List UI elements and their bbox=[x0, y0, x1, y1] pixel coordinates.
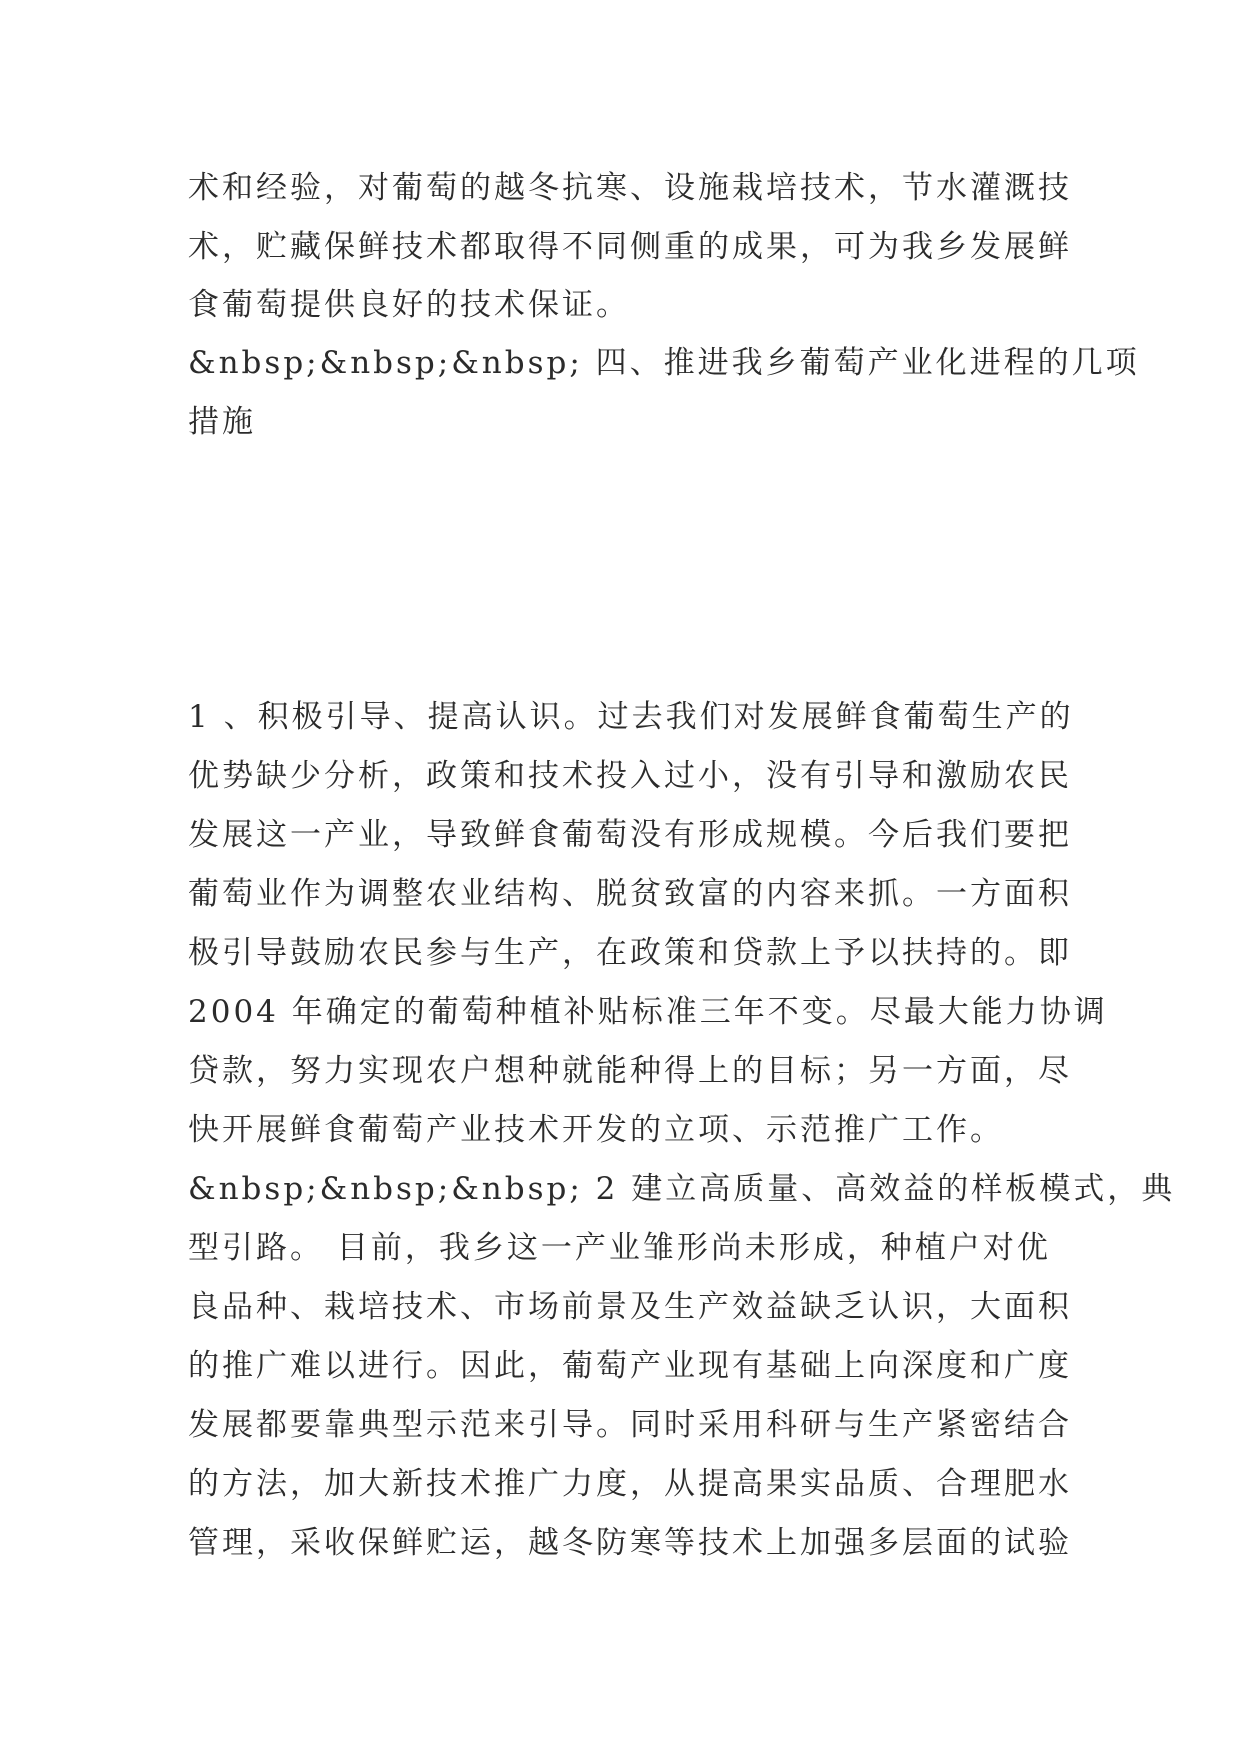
body-text-line: 术和经验，对葡萄的越冬抗寒、设施栽培技术，节水灌溉技 bbox=[188, 170, 1072, 206]
body-text-line: 贷款，努力实现农户想种就能种得上的目标；另一方面，尽 bbox=[188, 1053, 1072, 1089]
body-text-line: 食葡萄提供良好的技术保证。 bbox=[188, 287, 630, 323]
numbered-paragraph-line: &nbsp;&nbsp;&nbsp; 2 建立高质量、高效益的样板模式，典 bbox=[188, 1171, 1176, 1207]
body-text-line: 管理，采收保鲜贮运，越冬防寒等技术上加强多层面的试验 bbox=[188, 1525, 1072, 1561]
section-heading: &nbsp;&nbsp;&nbsp; 四、推进我乡葡萄产业化进程的几项 bbox=[188, 345, 1140, 381]
body-text-line: 术，贮藏保鲜技术都取得不同侧重的成果，可为我乡发展鲜 bbox=[188, 229, 1072, 265]
body-text-line: 2004 年确定的葡萄种植补贴标准三年不变。尽最大能力协调 bbox=[188, 994, 1108, 1030]
body-text-line: 发展都要靠典型示范来引导。同时采用科研与生产紧密结合 bbox=[188, 1407, 1072, 1443]
body-text-line: 型引路。 目前，我乡这一产业雏形尚未形成，种植户对优 bbox=[188, 1230, 1051, 1266]
body-text-line: 极引导鼓励农民参与生产，在政策和贷款上予以扶持的。即 bbox=[188, 935, 1072, 971]
body-text-line: 的方法，加大新技术推广力度，从提高果实品质、合理肥水 bbox=[188, 1466, 1072, 1502]
body-text-line: 葡萄业作为调整农业结构、脱贫致富的内容来抓。一方面积 bbox=[188, 876, 1072, 912]
body-text-line: 良品种、栽培技术、市场前景及生产效益缺乏认识，大面积 bbox=[188, 1289, 1072, 1325]
body-text-line: 快开展鲜食葡萄产业技术开发的立项、示范推广工作。 bbox=[188, 1112, 1004, 1148]
section-heading-continuation: 措施 bbox=[188, 404, 256, 440]
numbered-paragraph-line: 1 、积极引导、提高认识。过去我们对发展鲜食葡萄生产的 bbox=[188, 699, 1074, 735]
body-text-line: 优势缺少分析，政策和技术投入过小，没有引导和激励农民 bbox=[188, 758, 1072, 794]
body-text-line: 的推广难以进行。因此，葡萄产业现有基础上向深度和广度 bbox=[188, 1348, 1072, 1384]
body-text-line: 发展这一产业，导致鲜食葡萄没有形成规模。今后我们要把 bbox=[188, 817, 1072, 853]
